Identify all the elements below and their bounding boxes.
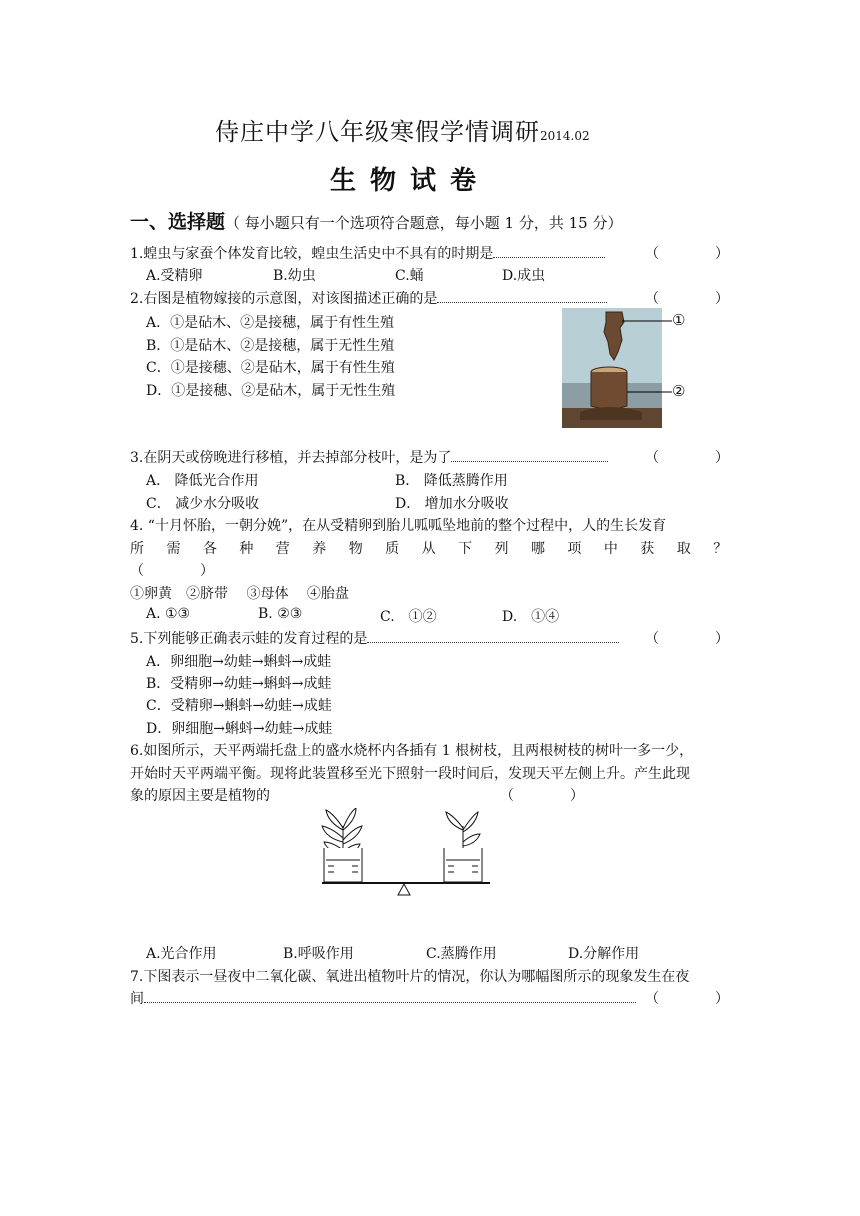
answer-dots [144, 990, 636, 1003]
q1-option-a: A.受精卵 [146, 268, 203, 284]
exam-title [215, 112, 590, 147]
q1-option-b: B.幼虫 [273, 268, 316, 284]
answer-dots [451, 449, 608, 462]
answer-dots [437, 290, 607, 303]
q3-option-d: D． 增加水分吸收 [395, 496, 509, 512]
q1-stem [130, 243, 605, 263]
q2-stem [130, 288, 607, 308]
q3-stem-text: 3.在阴天或傍晚进行移植，并去掉部分枝叶，是为了 [130, 450, 452, 466]
q1-option-d: D.成虫 [502, 268, 546, 284]
figure-label-2: ② [672, 382, 686, 400]
q1-stem-text: 1.蝗虫与家蚕个体发育比较，蝗虫生活史中不具有的时期是 [130, 246, 494, 262]
q7-stem-line2 [130, 988, 636, 1008]
q6-option-c: C.蒸腾作用 [426, 946, 497, 962]
section-note: （ 每小题只有一个选项符合题意，每小题 1 分，共 15 分） [225, 214, 623, 232]
q1-option-c: C.蛹 [395, 268, 424, 284]
q5-option-c: C．受精卵→蝌蚪→幼蛙→成蛙 [146, 698, 332, 714]
q7-answer-bracket: （ ） [645, 991, 729, 1007]
exam-date: 2014.02 [540, 129, 590, 143]
q4-stem-line1: 4. “十月怀胎，一朝分娩”，在从受精卵到胎儿呱呱坠地前的整个过程中，人的生长发育 [130, 518, 667, 534]
answer-dots [493, 245, 605, 258]
exam-subtitle: 生物试卷 [330, 166, 491, 196]
school-title: 侍庄中学八年级寒假学情调研 [215, 118, 540, 146]
q4-choices: ①卵黄 ②脐带 ③母体 ④胎盘 [130, 586, 349, 602]
q6-option-a: A.光合作用 [146, 946, 217, 962]
q2-option-c: C．①是接穗、②是砧木，属于有性生殖 [146, 360, 395, 376]
q6-stem-line2: 开始时天平两端平衡。现将此装置移至光下照射一段时间后，发现天平左侧上升。产生此现 [130, 766, 690, 782]
q6-stem-line3: 象的原因主要是植物的 [130, 788, 270, 804]
q5-answer-bracket: （ ） [645, 631, 729, 647]
q2-answer-bracket: （ ） [645, 291, 729, 307]
q6-option-b: B.呼吸作用 [283, 946, 354, 962]
q6-option-d: D.分解作用 [568, 946, 640, 962]
section-heading [130, 207, 623, 234]
q2-option-a: A．①是砧木、②是接穗，属于有性生殖 [146, 315, 395, 331]
q4-stem-line2: 所 需 各 种 营 养 物 质 从 下 列 哪 项 中 获 取 ？ [130, 541, 737, 557]
q6-answer-bracket: （ ） [500, 788, 584, 804]
q5-option-d: D．卵细胞→蝌蚪→幼蛙→成蛙 [146, 721, 333, 737]
q4-option-b: B. ②③ [258, 606, 303, 622]
q2-stem-text: 2.右图是植物嫁接的示意图，对该图描述正确的是 [130, 291, 438, 307]
q2-option-b: B．①是砧木、②是接穗，属于无性生殖 [146, 338, 395, 354]
q3-option-b: B． 降低蒸腾作用 [395, 473, 508, 489]
q3-option-a: A． 降低光合作用 [146, 473, 259, 489]
q4-option-a: A. ①③ [146, 606, 191, 622]
q1-answer-bracket: （ ） [645, 246, 729, 262]
q5-stem [130, 628, 619, 648]
q4-option-d: D. ①④ [502, 609, 560, 625]
q3-stem [130, 447, 608, 467]
balance-figure [318, 808, 498, 898]
q7-stem-text: 间 [130, 991, 144, 1007]
q5-option-b: B．受精卵→幼蛙→蝌蚪→成蛙 [146, 676, 332, 692]
balance-illustration [318, 808, 498, 898]
q5-stem-text: 5.下列能够正确表示蛙的发育过程的是 [130, 631, 368, 647]
q7-stem-line1: 7.下图表示一昼夜中二氧化碳、氧进出植物叶片的情况，你认为哪幅图所示的现象发生在夜 [130, 969, 690, 985]
q2-option-d: D．①是接穗、②是砧木，属于无性生殖 [146, 383, 396, 399]
answer-dots [367, 630, 619, 643]
q5-option-a: A．卵细胞→幼蛙→蝌蚪→成蛙 [146, 654, 332, 670]
q4-answer-bracket: （ ） [130, 563, 214, 579]
q6-stem-line1: 6.如图所示，天平两端托盘上的盛水烧杯内各插有 1 根树枝，且两根树枝的树叶一多一少， [130, 743, 694, 759]
q4-option-c: C. ①② [380, 609, 437, 625]
q3-option-c: C． 减少水分吸收 [146, 496, 260, 512]
section-title: 一、选择题 [130, 211, 226, 233]
q3-answer-bracket: （ ） [645, 450, 729, 466]
grafting-figure [562, 308, 697, 430]
figure-label-1: ① [672, 311, 686, 329]
